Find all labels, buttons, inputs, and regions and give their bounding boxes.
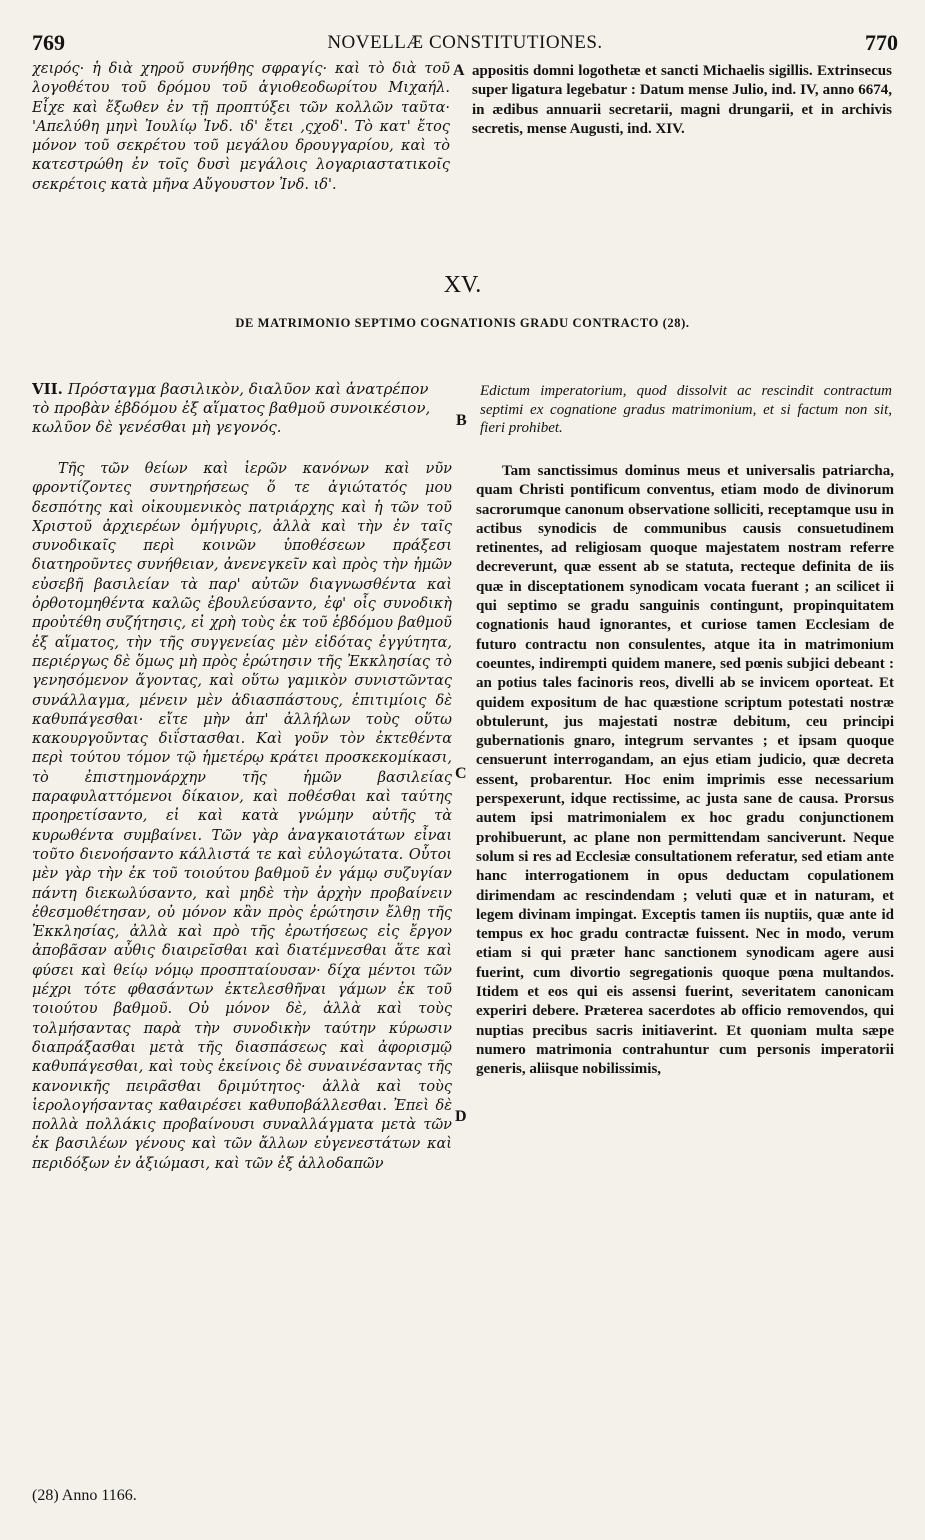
greek-top-paragraph: χειρός· ἡ διὰ χηροῦ συνήθης σφραγίς· καὶ τὸ διὰ τοῦ λογοθέτου τοῦ δρόμου τοῦ ἁγιοθεοδωρίτου Μιχαήλ. Εἶχε καὶ ἔξωθεν ἐν τῇ προπτύξει τῶν κολλῶν ταῦτα· 'Απελύθη μηνὶ Ἰουλίῳ Ἰνδ. ιδ' ἔτει ,ςχοδ'. Τὸ κατ' ἔτος μόνον τοῦ σεκρέτου τοῦ μεγάλου δρουγγαρίου, καὶ τὸ κατεστρώθη ἐν τοῖς δυσὶ μεγάλοις λογαριαστατικοῖς σεκρέτοις κατὰ μῆνα Αὔγουστον Ἰνδ. ιδ'. <box>32 61 450 193</box>
running-title: NOVELLÆ CONSTITUTIONES. <box>327 32 603 53</box>
margin-letter-b: B <box>456 412 467 429</box>
right-page-number: 770 <box>865 30 898 55</box>
latin-column-top <box>472 62 892 202</box>
latin-column-body <box>476 462 894 1427</box>
greek-body-paragraph: Τῆς τῶν θείων καὶ ἱερῶν κανόνων καὶ νῦν φροντίζοντες συντηρήσεως ὅ τε ἁγιώτατός μου δεσπότης καὶ οἰκουμενικὸς πατριάρχης καὶ ἡ τῶν τοῦ Χριστοῦ ἀρχιερέων ὁμήγυρις, ἀλλὰ καὶ τὴν ἐν ταῖς συνοδικαῖς περὶ κοινῶν ὑποθέσεων πράξεσι διατηροῦντες συνήθειαν, ἀνενεγκεῖν καὶ πρὸς τὴν ἡμῶν εὐσεβῆ βασιλείαν τὰ παρ' αὐτῶν διαγνωσθέντα καὶ ὀρθοτομηθέντα καλῶς ἐβουλεύσαντο, ἐφ' οἷς συνοδικὴ προὐτέθη συζήτησις, εἰ χρὴ τοὺς ἐκ τοῦ ἑβδόμου βαθμοῦ ἐξ αἵματος, τὴν τῆς συγγενείας μὲν εἰδότας ἐγγύτητα, περιέργως δὲ ὅμως μὴ πρὸς ἐρώτησιν τῆς Ἐκκλησίας τὸ γενησόμενον ἄγοντας, καὶ οὕτω γαμικὸν συνιστῶντας συνάλλαγμα, μένειν μὲν ἀδιασπάστους, ἐπιτιμίοις δὲ καθυπάγεσθαι· εἴτε μὴν ἀπ' ἀλλήλων τοὺς οὕτω κακουργοῦντας διΐστασθαι. Καὶ γοῦν τὸν ἐκτεθέντα περὶ τούτου τόμον τῷ ἡμετέρῳ κράτει προσκεκομίκασι, τὸ ἐπιστημονάρχην τῆς ἡμῶν βασιλείας παραφυλαττόμενοι δίκαιον, καὶ ποθέσθαι καὶ ταύτης προηρετίσαντο, εἰ καὶ κατὰ γνώμην αὐτῆς τὰ κυρωθέντα συμβαίνει. Τῶν γὰρ ἀναγκαιοτάτων εἶναι τοῦτο διενοήσαντο κάλλιστά τε καὶ εὐλογώτατα. Οὗτοι μὲν γὰρ τὴν ἐκ τοῦ τοιούτου βαθμοῦ ἐν γάμῳ συζυγίαν πάντη διεκωλύσαντο, καὶ μηδὲ τὴν ἀρχὴν προβαίνειν ἐθεσμοθέτησαν, οὐ μόνον κἂν πρὸς ἐρώτησιν ἔλθῃ τῆς Ἐκκλησίας, ἀλλὰ καὶ πρὸ τῆς ἐρωτήσεως εἰς ἔργον ἀποβᾶσαν αὖθις διαιρεῖσθαι καὶ διατέμνεσθαι ἅτε καὶ φύσει καὶ θείῳ νόμῳ προσπταίουσαν· δίχα μέντοι τῶν μέχρι τότε φθασάντων ἐκτελεσθῆναι γάμων ἐκ τοῦ τοιούτου βαθμοῦ. Οὐ μόνον δὲ, ἀλλὰ καὶ τοὺς τολμήσαντας παρὰ τὴν συνοδικὴν ταύτην κύρωσιν διαπράξασθαι μετὰ τῆς διασπάσεως καὶ ἀφορισμῷ καθυπάγεσθαι, καὶ τοὺς ἐκείνοις δὲ συναινέσαντας τῆς κανονικῆς πειρᾶσθαι δριμύτητος· ἀλλὰ καὶ τοὺς ἱερολογήσαντας καθαιρέσει καθυποβάλλεσθαι. Ἐπεὶ δὲ πολλὰ πολλάκις προβαίνουσι συναλλάγματα μετὰ τῶν ἐκ βασιλέων γένους καὶ τῶν ἄλλων εὐγενεστάτων καὶ περιδόξων ἐν ἀξιώμασι, καὶ τῶν ἐξ ἀλλοδαπῶν <box>32 461 452 1172</box>
greek-rubric <box>32 380 450 440</box>
greek-rubric-number: VII. <box>32 380 63 398</box>
margin-letter-a: A <box>453 62 465 79</box>
latin-body-paragraph: Tam sanctissimus dominus meus et universalis patriarcha, quam Christi pontificum conventus, etiam modo de divinorum sacrorumque canonum observatione solliciti, receptamque usu in actibus synodicis de communibus causis consuetudinem retinentes, ad religiosam quoque majestatem nostram referre decreverunt, quæ essent ab se statuta, recteque definita de iis quæ in disceptationem synodicam vocata fuerant ; an scilicet ii qui septimo se gradu sanguinis contingunt, propinquitatem cognationis haud ignorantes, et curiose tamen Ecclesiam de futuro contractu non consulentes, atque ita in matrimonium coeuntes, indirempti quidem manere, sed pœnis subjici debeant : an potius tales facinoris reos, divelli ab se invicem oporteat. Et quidem expositum de hac quæstione scriptum potestati nostræ obtulerunt, jus majestati nostræ debitum, ceu principi gubernationis gnaro, integrum servantes ; et ipsam quoque censuerunt interrogandam, an ejus etiam judicio, quæ decreta essent, probarentur. Hoc enim imprimis esse necessarium perspexerunt, idque rectissime, ac justa sane de causa. Prorsus autem ipsi matrimonialem ex hoc gradu conjunctionem prohibuerunt, ac plane non permittendam sanciverunt. Neque solum si res ad Ecclesiæ consultationem referatur, sed etiam ante hanc interrogationem in opus deductam copulationem dirimendam ac rescindendam ; veluti quæ et in naturam, et legem divinam impingat. Exceptis tamen iis nuptiis, quæ ante id tempus ex hoc gradu contractæ fuissent. Nec in modo, verum etiam si qui præter hanc sanctionem synodicam agere ausi fuerint, cum divortio segregationis quoque pœna multandos. Itidem et eos qui eis assensi fuerint, severitatem canonicam experiri debere. Præterea sacerdotes ab officio removendos, qui nuptias precibus sacris initiaverint. Et quoniam multa sæpe numero matrimonia contrahuntur cum personis imperatorii generis, aliisque nobilissimis, <box>476 463 894 1078</box>
latin-rubric <box>480 382 892 442</box>
latin-rubric-text: Edictum imperatorium, quod dissolvit ac rescindit contractum septimi ex cognatione gradus matrimonium, et si factum non sit, fieri prohibet. <box>480 383 892 436</box>
greek-rubric-text: Πρόσταγμα βασιλικὸν, διαλῦον καὶ ἀνατρέπον τὸ προβὰν ἑβδόμου ἐξ αἵματος βαθμοῦ συνοικέσιον, κωλῦον δὲ γενέσθαι μὴ γεγονός. <box>32 380 431 436</box>
latin-top-paragraph: appositis domni logothetæ et sancti Michaelis sigillis. Extrinsecus super ligatura legebatur : Datum mense Julio, ind. IV, anno 6674, in ædibus annuarii secretarii, magni drungarii, et in archivis secretis, mense Augusti, ind. XIV. <box>472 63 892 137</box>
greek-column-top <box>32 60 450 260</box>
section-title: DE MATRIMONIO SEPTIMO COGNATIONIS GRADU CONTRACTO (28). <box>235 316 690 330</box>
running-head <box>32 30 898 60</box>
greek-column-body <box>32 460 452 1425</box>
footnote: (28) Anno 1166. <box>32 1487 137 1504</box>
left-page-number: 769 <box>32 30 65 55</box>
margin-letter-c: C <box>455 765 467 782</box>
section-number: XV. <box>443 272 482 298</box>
margin-letter-d: D <box>455 1108 467 1125</box>
